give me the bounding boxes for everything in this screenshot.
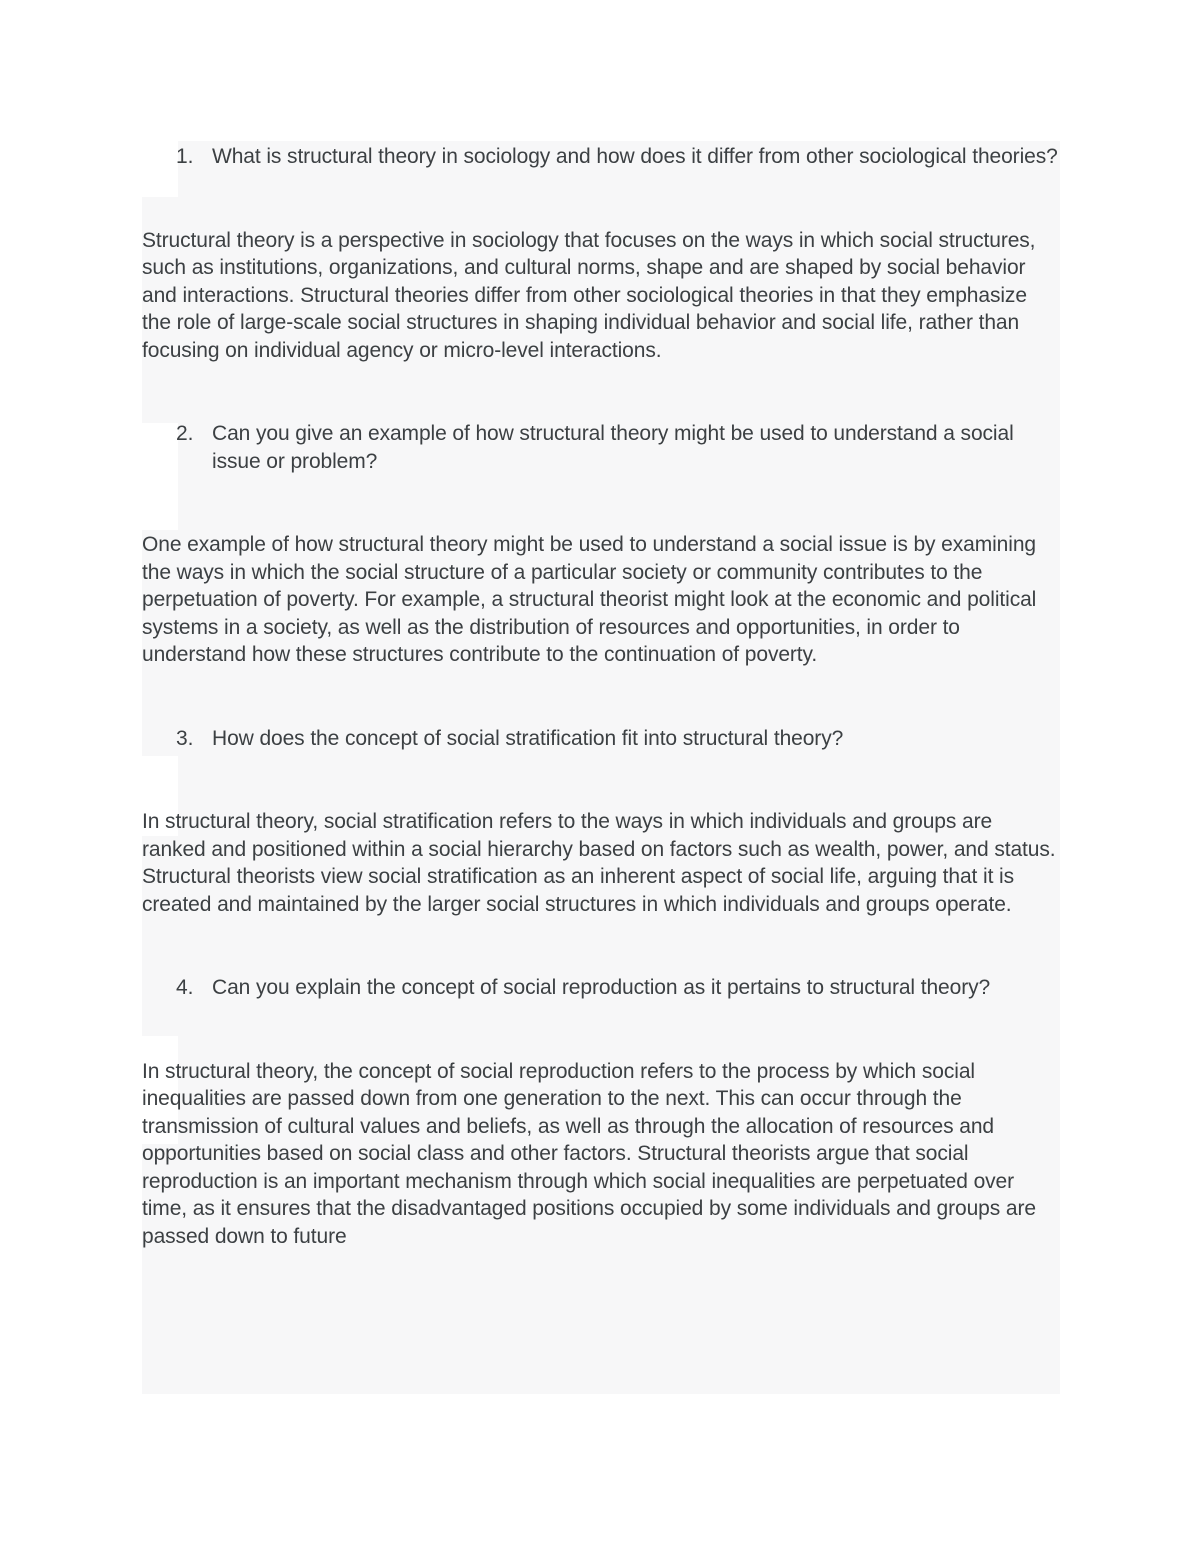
question-text: Can you give an example of how structural theory might be used to understand a social issue or problem? xyxy=(212,422,1014,473)
question-number: 2. xyxy=(176,422,194,445)
question-item xyxy=(142,143,1060,171)
question-number: 1. xyxy=(176,145,194,168)
question-number: 4. xyxy=(176,976,194,999)
question-number: 3. xyxy=(176,726,194,750)
question-item xyxy=(142,974,1060,1002)
answer-paragraph: Structural theory is a perspective in sociology that focuses on the ways in which social structures, such as institutions, organizations, and cultural norms, shape and are shaped by social behavior and interactions. Structural theories differ from other sociological theories in that they emphasize the role of large-scale social structures in shaping individual behavior and social life, rather than focusing on individual agency or micro-level interactions. xyxy=(142,228,1036,362)
question-text: Can you explain the concept of social reproduction as it pertains to structural theory? xyxy=(212,976,991,999)
answer-paragraph: In structural theory, social stratification refers to the ways in which individuals and groups are ranked and positioned within a social hierarchy based on factors such as wealth, power, and status. Structural theorists view social stratification as an inherent aspect of social life, arguing that it is created and maintained by the larger social structures in which individuals and groups operate. xyxy=(142,810,1056,916)
answer-paragraph: In structural theory, the concept of social reproduction refers to the process by which social inequalities are passed down from one generation to the next. This can occur through the transmission of cultural values and beliefs, as well as through the allocation of resources and opportunities based on social class and other factors. Structural theorists argue that social reproduction is an important mechanism through which social inequalities are perpetuated over time, as it ensures that the disadvantaged positions occupied by some individuals and groups are passed down to future xyxy=(142,1059,1036,1248)
document-content xyxy=(142,141,1060,1250)
question-text: What is structural theory in sociology and how does it differ from other sociological theories? xyxy=(212,145,1058,168)
answer-paragraph: One example of how structural theory might be used to understand a social issue is by examining the ways in which the social structure of a particular society or community contributes to the perpetuation of poverty. For example, a structural theorist might look at the economic and political systems in a society, as well as the distribution of resources and opportunities, in order to understand how these structures contribute to the continuation of poverty. xyxy=(142,533,1037,666)
question-item xyxy=(142,725,1060,753)
question-text: How does the concept of social stratification fit into structural theory? xyxy=(212,726,844,750)
question-item xyxy=(142,420,1060,475)
